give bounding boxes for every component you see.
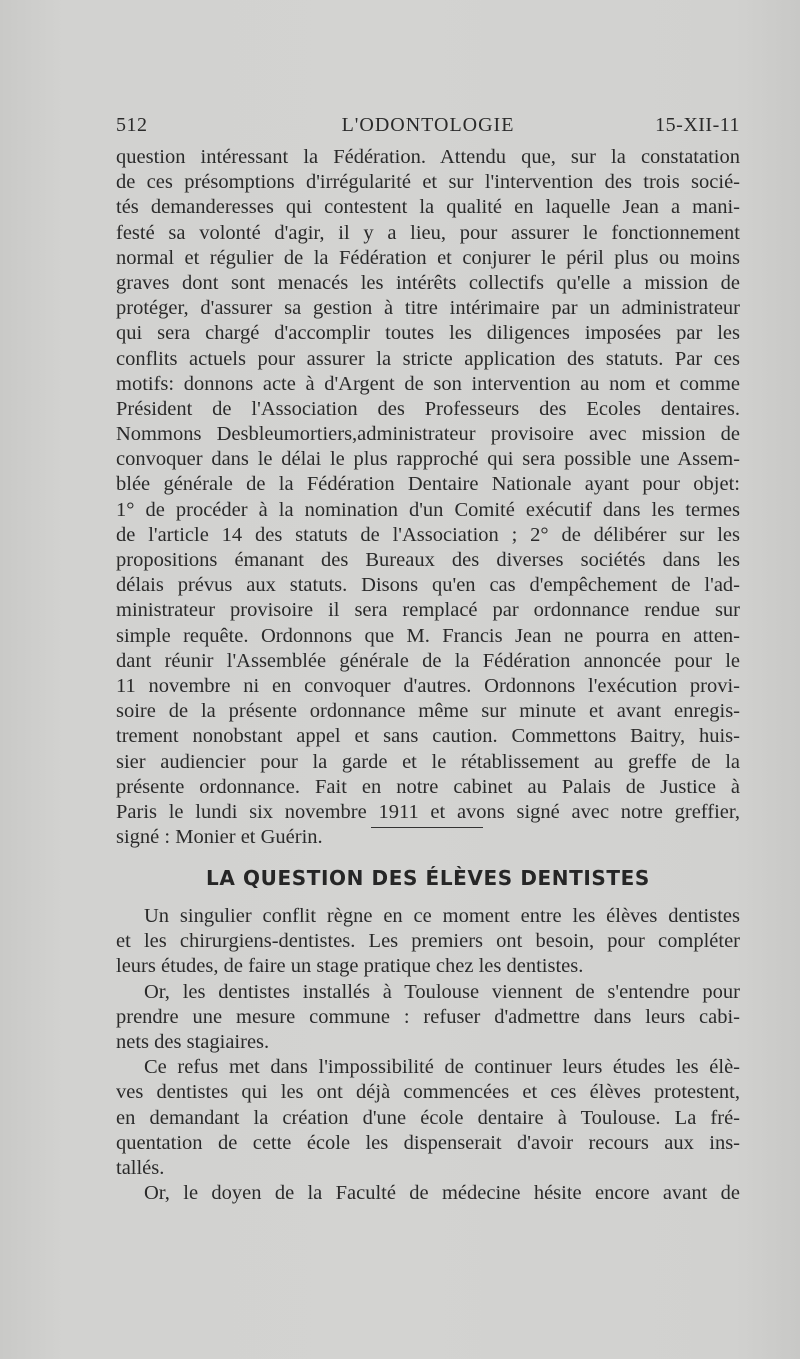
section-heading: LA QUESTION DES ÉLÈVES DENTISTES <box>206 866 650 890</box>
section-divider <box>371 827 483 828</box>
text-line: Ce refus met dans l'impossibilité de continuer leurs études les élè- <box>144 1056 740 1079</box>
text-line: leurs études, de faire un stage pratique chez les dentistes. <box>116 955 584 978</box>
text-line: de l'article 14 des statuts de l'Association ; 2° de délibérer sur les <box>116 523 740 546</box>
text-line: dant réunir l'Assemblée générale de la Fédération annoncée pour le <box>116 649 740 672</box>
text-line: graves dont sont menacés les intérêts collectifs qu'elle a mission de <box>116 271 740 294</box>
text-line: Un singulier conflit règne en ce moment entre les élèves dentistes <box>144 905 740 927</box>
text-line: normal et régulier de la Fédération et conjurer le péril plus ou moins <box>116 246 740 269</box>
text-line: présente ordonnance. Fait en notre cabinet au Palais de Justice à <box>116 775 740 798</box>
text-line: 11 novembre ni en convoquer d'autres. Ordonnons l'exécution provi- <box>116 674 740 697</box>
text-line: ves dentistes qui les ont déjà commencées et ces élèves protestent, <box>116 1081 740 1104</box>
text-line: tallés. <box>116 1156 165 1179</box>
text-line: 1° de procéder à la nomination d'un Comité exécutif dans les termes <box>116 498 740 521</box>
text-line: en demandant la création d'une école dentaire à Toulouse. La fré- <box>116 1106 740 1129</box>
running-header <box>116 114 740 138</box>
text-line: protéger, d'assurer sa gestion à titre intérimaire par un administrateur <box>116 297 740 320</box>
text-line: question intéressant la Fédération. Attendu que, sur la constatation <box>116 146 740 168</box>
text-line: Président de l'Association des Professeurs des Ecoles dentaires. <box>116 397 740 420</box>
text-line: blée générale de la Fédération Dentaire Nationale ayant pour objet: <box>116 473 740 496</box>
text-line: sier audiencier pour la garde et le rétablissement au greffe de la <box>116 750 740 773</box>
text-line: prendre une mesure commune : refuser d'admettre dans leurs cabi- <box>116 1005 740 1028</box>
text-line: qui sera chargé d'accomplir toutes les diligences imposées par les <box>116 322 740 345</box>
page-number: 512 <box>116 114 148 136</box>
text-line: délais prévus aux statuts. Disons qu'en cas d'empêchement de l'ad- <box>116 574 740 597</box>
text-line: signé : Monier et Guérin. <box>116 826 323 849</box>
text-line: quentation de cette école les dispenserait d'avoir recours aux ins- <box>116 1131 740 1154</box>
paragraph-dental-students <box>116 904 740 1206</box>
text-line: Paris le lundi six novembre 1911 et avons signé avec notre greffier, <box>116 800 740 823</box>
text-line: et les chirurgiens-dentistes. Les premiers ont besoin, pour compléter <box>116 930 740 953</box>
text-line: nets des stagiaires. <box>116 1030 270 1053</box>
text-line: soire de la présente ordonnance même sur minute et avant enregis- <box>116 700 740 723</box>
text-line: trement nonobstant appel et sans caution. Commettons Baitry, huis- <box>116 725 740 748</box>
text-line: Or, le doyen de la Faculté de médecine hésite encore avant de <box>144 1182 740 1205</box>
paragraph-court-order <box>116 145 740 850</box>
journal-title: L'ODONTOLOGIE <box>341 114 515 136</box>
text-line: motifs: donnons acte à d'Argent de son intervention au nom et comme <box>116 372 740 395</box>
issue-date: 15-XII-11 <box>655 114 740 136</box>
text-line: ministrateur provisoire il sera remplacé par ordonnance rendue sur <box>116 599 740 622</box>
text-line: propositions émanant des Bureaux des diverses sociétés dans les <box>116 549 740 571</box>
text-line: Or, les dentistes installés à Toulouse viennent de s'entendre pour <box>144 980 740 1003</box>
text-line: convoquer dans le délai le plus rapproché qui sera possible une Assem- <box>116 448 740 471</box>
text-line: de ces présomptions d'irrégularité et sur l'intervention des trois socié- <box>116 171 740 194</box>
text-line: festé sa volonté d'agir, il y a lieu, pour assurer le fonctionnement <box>116 221 740 244</box>
text-line: conflits actuels pour assurer la stricte application des statuts. Par ces <box>116 347 740 370</box>
text-line: Nommons Desbleumortiers,administrateur provisoire avec mission de <box>116 423 740 446</box>
text-line: simple requête. Ordonnons que M. Francis Jean ne pourra en atten- <box>116 624 740 647</box>
text-line: tés demanderesses qui contestent la qualité en laquelle Jean a mani- <box>116 196 740 219</box>
